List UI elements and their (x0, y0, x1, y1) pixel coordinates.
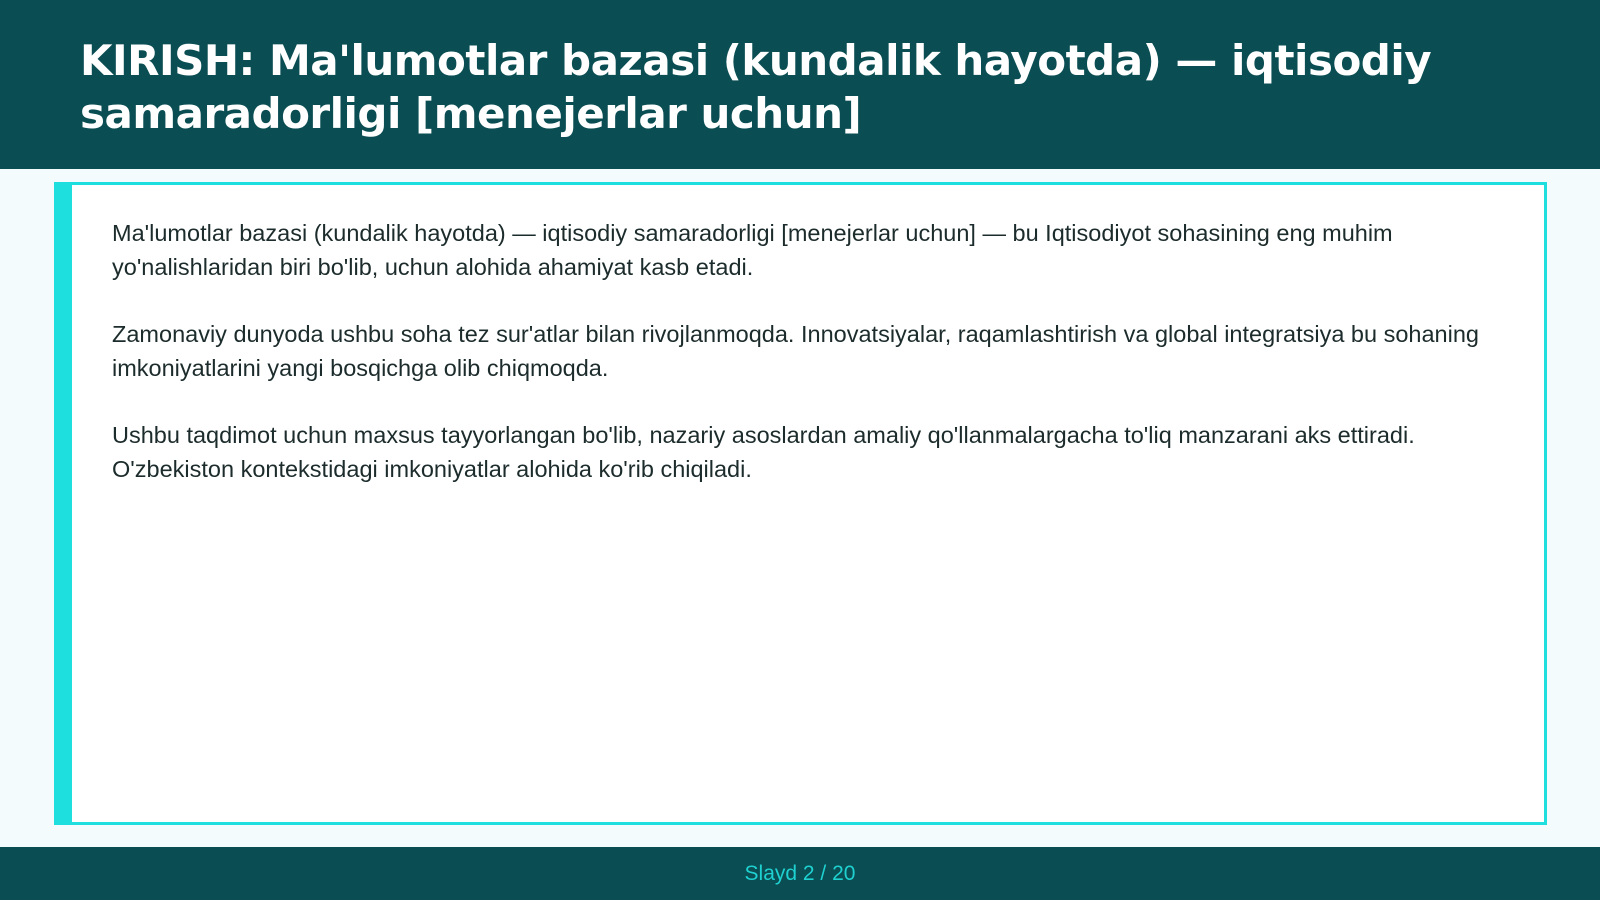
paragraph-presentation-scope: Ushbu taqdimot uchun maxsus tayyorlangan bo'lib, nazariy asoslardan amaliy qo'llanmalargacha to'liq manzarani aks ettiradi. O'zbekiston kontekstidagi imkoniyatlar alohida ko'rib chiqiladi. (112, 422, 1415, 482)
slide-footer (0, 847, 1600, 900)
content-body (72, 185, 1544, 486)
slide-number: Slayd 2 / 20 (744, 862, 856, 885)
content-panel (54, 182, 1547, 825)
slide-title: KIRISH: Ma'lumotlar bazasi (kundalik hayotda) — iqtisodiy samaradorligi [menejerlar uchun] (80, 36, 1432, 138)
paragraph-intro: Ma'lumotlar bazasi (kundalik hayotda) — iqtisodiy samaradorligi [menejerlar uchun] — bu Iqtisodiyot sohasining eng muhim yo'nalishlaridan biri bo'lib, uchun alohida ahamiyat kasb etadi. (112, 220, 1393, 280)
paragraph-modern-world: Zamonaviy dunyoda ushbu soha tez sur'atlar bilan rivojlanmoqda. Innovatsiyalar, raqamlashtirish va global integratsiya bu sohaning imkoniyatlarini yangi bosqichga olib chiqmoqda. (112, 321, 1479, 381)
slide-header (0, 0, 1600, 169)
